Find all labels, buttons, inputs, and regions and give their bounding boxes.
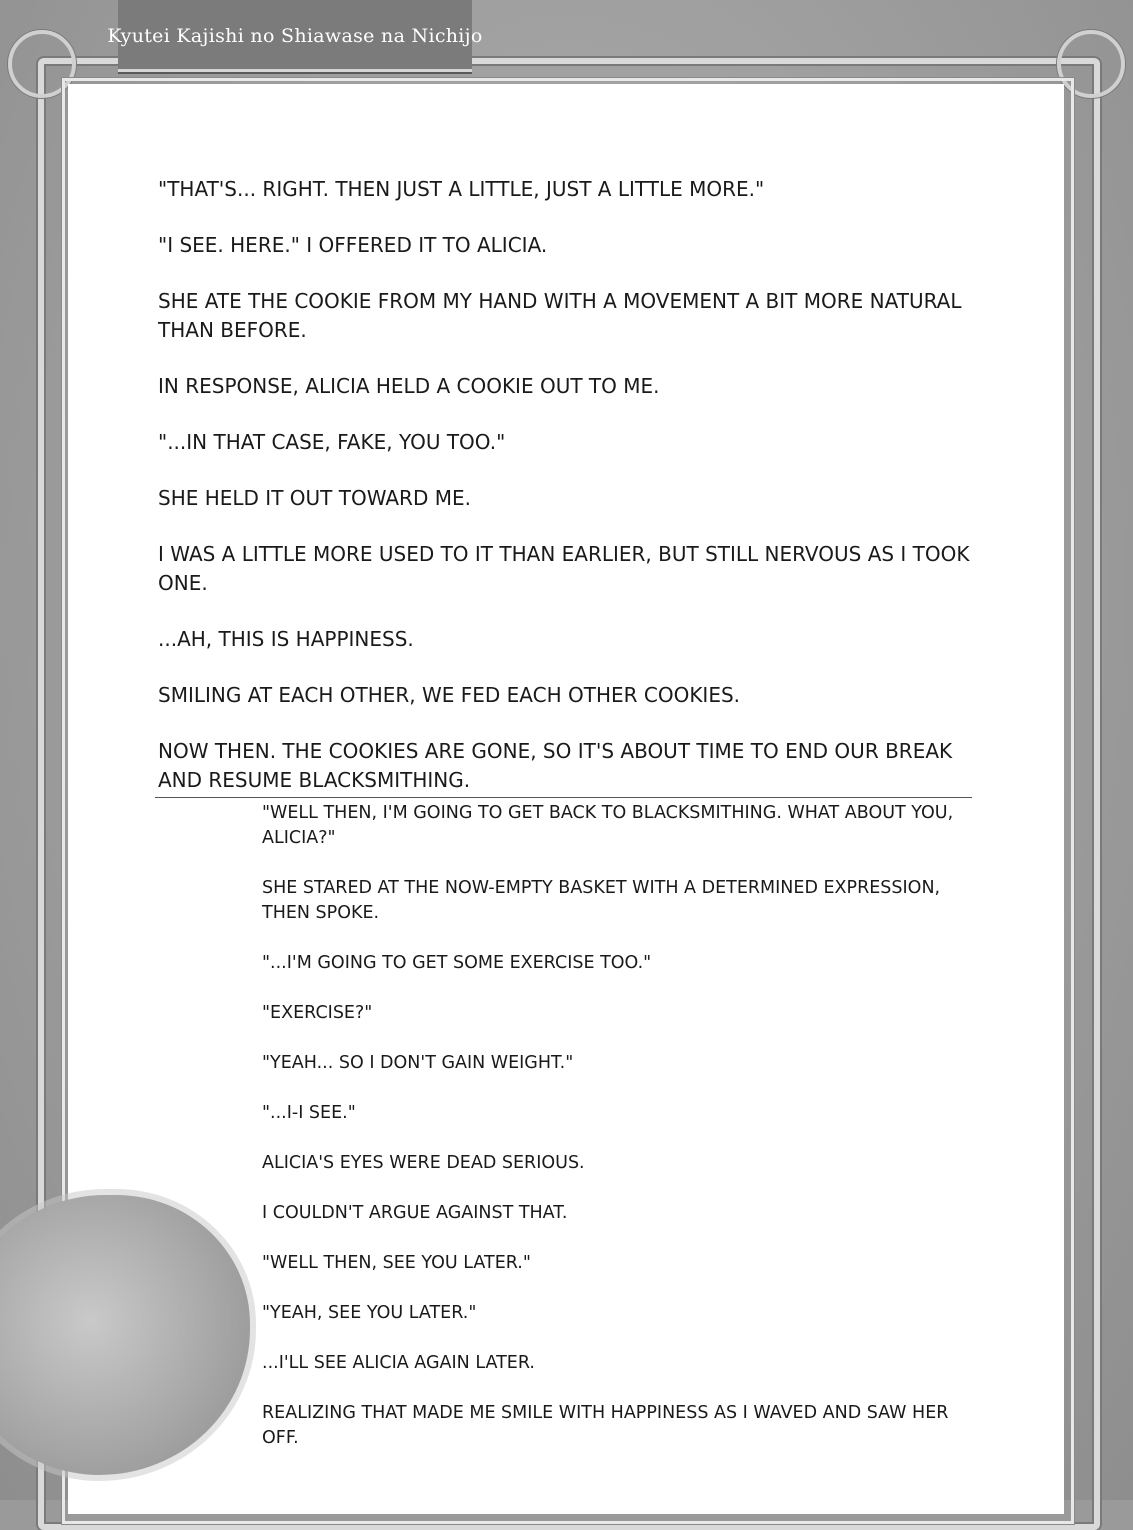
paragraph: ...AH, THIS IS HAPPINESS. <box>158 627 414 651</box>
paragraph: ...I'LL SEE ALICIA AGAIN LATER. <box>262 1353 535 1373</box>
paragraph: "EXERCISE?" <box>262 1003 373 1023</box>
header-title: Kyutei Kajishi no Shiawase na Nichijo <box>107 25 483 47</box>
paragraph: SHE HELD IT OUT TOWARD ME. <box>158 486 471 510</box>
section-divider <box>155 797 972 798</box>
paragraph: "YEAH, SEE YOU LATER." <box>262 1303 477 1323</box>
section-1-text <box>158 175 973 822</box>
paragraph: "WELL THEN, SEE YOU LATER." <box>262 1253 531 1273</box>
paragraph: "WELL THEN, I'M GOING TO GET BACK TO BLACKSMITHING. WHAT ABOUT YOU, ALICIA?" <box>262 803 954 848</box>
paragraph: SHE ATE THE COOKIE FROM MY HAND WITH A MOVEMENT A BIT MORE NATURAL THAN BEFORE. <box>158 289 962 342</box>
paragraph: "...I'M GOING TO GET SOME EXERCISE TOO." <box>262 953 652 973</box>
paragraph: I WAS A LITTLE MORE USED TO IT THAN EARLIER, BUT STILL NERVOUS AS I TOOK ONE. <box>158 542 970 595</box>
paragraph: "...I-I SEE." <box>262 1103 356 1123</box>
paragraph: SMILING AT EACH OTHER, WE FED EACH OTHER COOKIES. <box>158 683 741 707</box>
paragraph: ALICIA'S EYES WERE DEAD SERIOUS. <box>262 1153 585 1173</box>
paragraph: SHE STARED AT THE NOW-EMPTY BASKET WITH A DETERMINED EXPRESSION, THEN SPOKE. <box>262 878 941 923</box>
paragraph: "...IN THAT CASE, FAKE, YOU TOO." <box>158 430 506 454</box>
paragraph: "YEAH... SO I DON'T GAIN WEIGHT." <box>262 1053 574 1073</box>
paragraph: "I SEE. HERE." I OFFERED IT TO ALICIA. <box>158 233 548 257</box>
paragraph: "THAT'S... RIGHT. THEN JUST A LITTLE, JUST A LITTLE MORE." <box>158 177 765 201</box>
header-tab <box>107 0 483 72</box>
section-2-text <box>262 801 962 1476</box>
paragraph: REALIZING THAT MADE ME SMILE WITH HAPPINESS AS I WAVED AND SAW HER OFF. <box>262 1403 949 1448</box>
paragraph: NOW THEN. THE COOKIES ARE GONE, SO IT'S ABOUT TIME TO END OUR BREAK AND RESUME BLACKSMITHING. <box>158 739 953 792</box>
paragraph: I COULDN'T ARGUE AGAINST THAT. <box>262 1203 568 1223</box>
paragraph: IN RESPONSE, ALICIA HELD A COOKIE OUT TO ME. <box>158 374 660 398</box>
